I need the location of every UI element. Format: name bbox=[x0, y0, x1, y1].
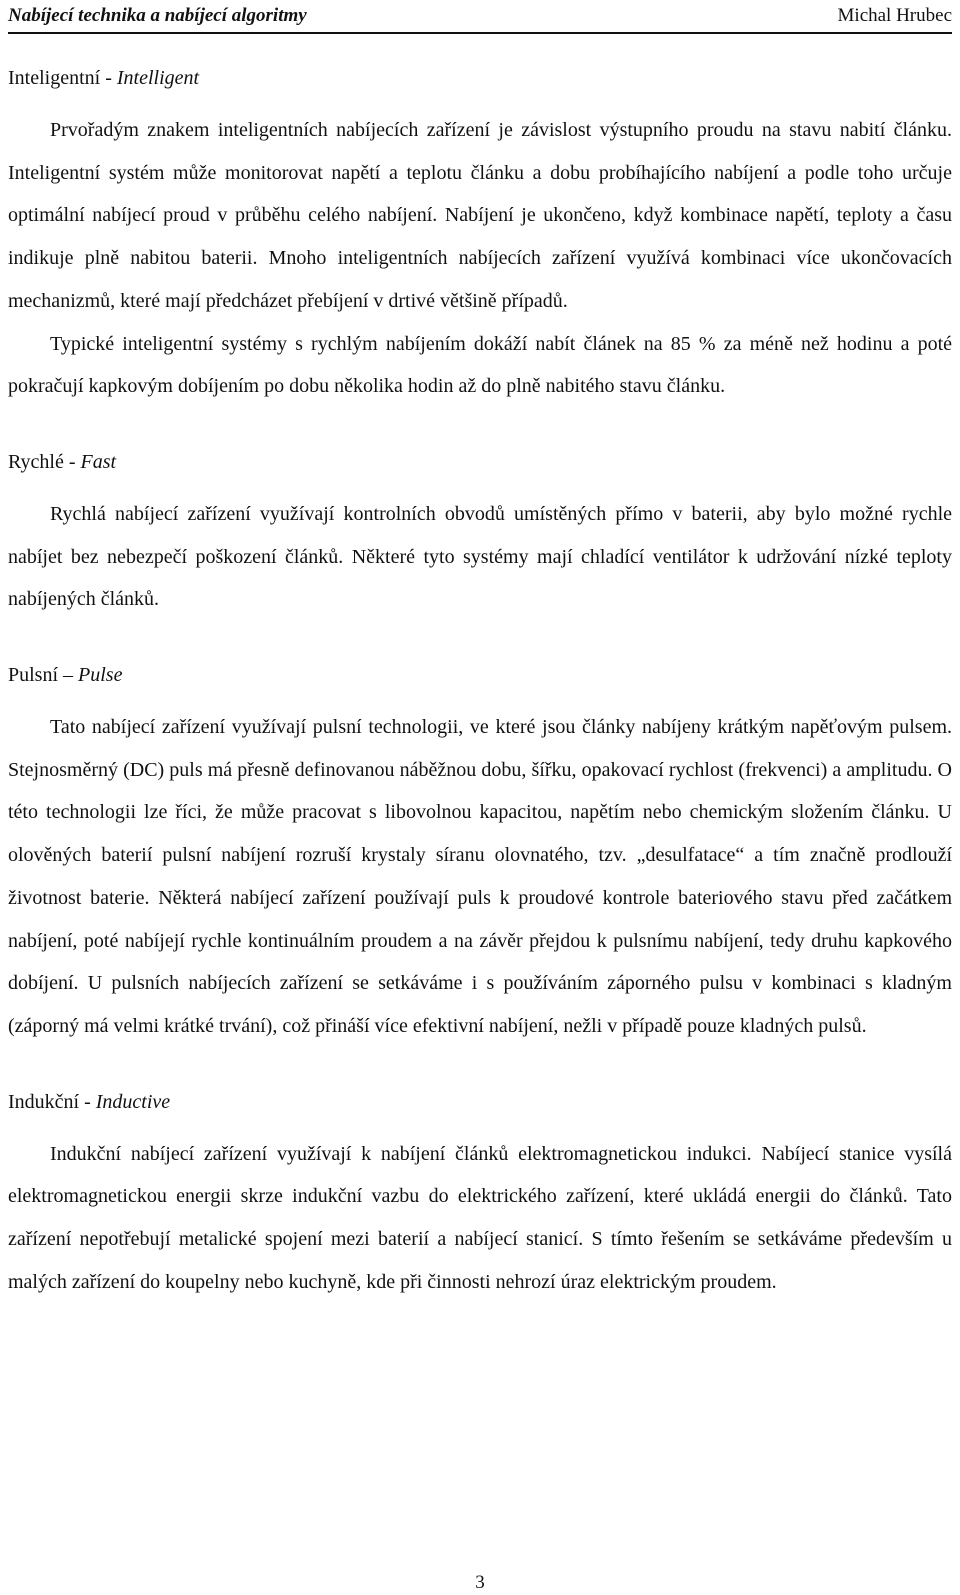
section-intelligent bbox=[8, 64, 952, 408]
section-inductive bbox=[8, 1088, 952, 1304]
section-fast bbox=[8, 448, 952, 621]
page-header bbox=[8, 0, 952, 34]
page-number: 3 bbox=[475, 1572, 485, 1593]
document-title: Nabíjecí technika a nabíjecí algoritmy bbox=[8, 5, 307, 26]
section-heading: Indukční - Inductive bbox=[8, 1090, 171, 1113]
section-heading: Pulsní – Pulse bbox=[8, 664, 123, 687]
section-heading: Inteligentní - Intelligent bbox=[8, 67, 200, 89]
paragraph: Indukční nabíjecí zařízení využívají k nabíjení článků elektromagnetickou indukci. Nabíjecí stanice vysílá elektromagnetickou energii skrze indukční vazbu do elektrického zařízení, které ukládá energii do článků. Tato zařízení nepotřebují metalické spojení mezi baterií a nabíjecí stanicí. S tímto řešením se setkáváme především u malých zařízení do koupelny nebo kuchyně, kde při činnosti nehrozí úraz elektrickým proudem. bbox=[8, 1142, 952, 1293]
paragraph: Typické inteligentní systémy s rychlým nabíjením dokáží nabít článek na 85 % za méně než hodinu a poté pokračují kapkovým dobíjením po dobu několika hodin až do plně nabitého stavu článku. bbox=[8, 332, 952, 398]
paragraph: Tato nabíjecí zařízení využívají pulsní technologii, ve které jsou články nabíjeny krátkým napěťovým pulsem. Stejnosměrný (DC) puls má přesně definovanou náběžnou dobu, šířku, opakovací rychlost (frekvenci) a amplitudu. O této technologii lze říci, že může pracovat s libovolnou kapacitou, napětím nebo chemickým složením článku. U olověných baterií pulsní nabíjení rozruší krystaly síranu olovnatého, tzv. „desulfatace“ a tím značně prodlouží životnost baterie. Některá nabíjecí zařízení používají puls k proudové kontrole bateriového stavu před začátkem nabíjení, poté nabíjejí rychle kontinuálním proudem a na závěr přejdou k pulsnímu nabíjení, tedy druhu kapkového dobíjení. U pulsních nabíjecích zařízení se setkáváme i s používáním záporného pulsu v kombinaci s kladným (záporný má velmi krátké trvání), což přináší více efektivní nabíjení, nežli v případě pouze kladných pulsů. bbox=[8, 716, 952, 1037]
paragraph: Rychlá nabíjecí zařízení využívají kontrolních obvodů umístěných přímo v baterii, aby bylo možné rychle nabíjet bez nebezpečí poškození článků. Některé tyto systémy mají chladící ventilátor k udržování nízké teploty nabíjených článků. bbox=[8, 502, 952, 611]
section-heading: Rychlé - Fast bbox=[8, 450, 117, 473]
section-pulse bbox=[8, 661, 952, 1048]
paragraph: Prvořadým znakem inteligentních nabíjecích zařízení je závislost výstupního proudu na stavu nabití článku. Inteligentní systém může monitorovat napětí a teplotu článku a dobu probíhajícího nabíjení a podle toho určuje optimální nabíjecí proud v průběhu celého nabíjení. Nabíjení je ukončeno, když kombinace napětí, teploty a času indikuje plně nabitou baterii. Mnoho inteligentních nabíjecích zařízení využívá kombinaci více ukončovacích mechanizmů, které mají předcházet přebíjení v drtivé většině případů. bbox=[8, 119, 952, 312]
page-content bbox=[8, 64, 952, 1303]
author-name: Michal Hrubec bbox=[837, 5, 952, 26]
